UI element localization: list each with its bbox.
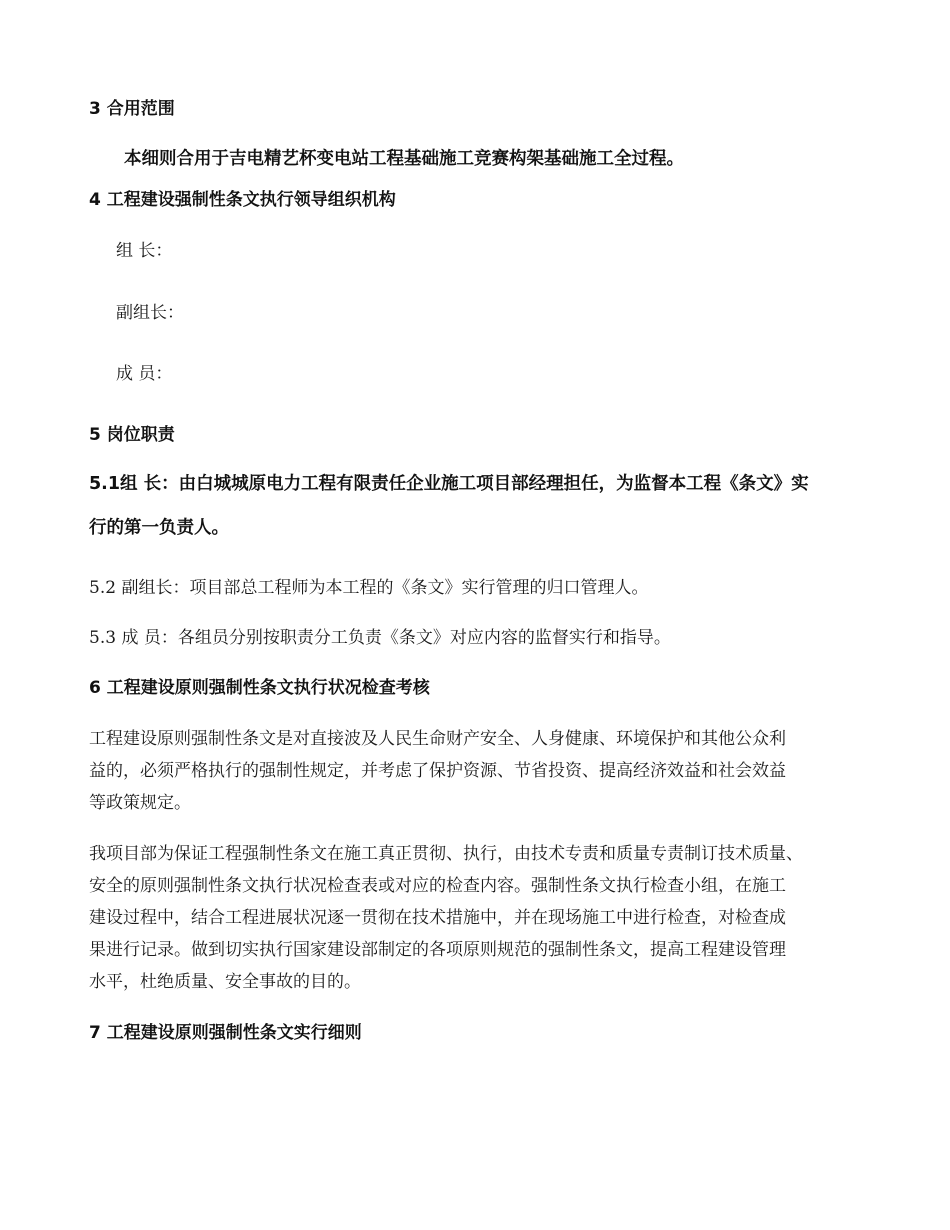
section-6-para2-line: 水平，杜绝质量、安全事故的目的。 [89, 972, 361, 992]
section-6-para1-line: 等政策规定。 [89, 793, 191, 813]
section-6-heading: 6 工程建设原则强制性条文执行状况检查考核 [89, 678, 430, 698]
duty-5-1-line2: 行的第一负责人。 [89, 518, 229, 538]
section-6-para1-line: 工程建设原则强制性条文是对直接波及人民生命财产安全、人身健康、环境保护和其他公众利 [89, 729, 786, 749]
section-3-body: 本细则合用于吉电精艺杯变电站工程基础施工竞赛构架基础施工全过程。 [124, 149, 684, 169]
section-6-para2-line: 建设过程中，结合工程进展状况逐一贯彻在技术措施中，并在现场施工中进行检查，对检查成 [89, 908, 786, 928]
deputy-leader-label: 副组长： [116, 303, 184, 323]
section-7-heading: 7 工程建设原则强制性条文实行细则 [89, 1023, 362, 1043]
section-4-heading: 4 工程建设强制性条文执行领导组织机构 [89, 190, 396, 210]
section-6-para2-line: 安全的原则强制性条文执行状况检查表或对应的检查内容。强制性条文执行检查小组，在施工 [89, 876, 786, 896]
section-3-heading: 3 合用范围 [89, 99, 175, 119]
section-6-para1-line: 益的，必须严格执行的强制性规定，并考虑了保护资源、节省投资、提高经济效益和社会效益 [89, 761, 786, 781]
group-leader-label: 组 长： [116, 241, 173, 261]
members-label: 成 员： [116, 364, 173, 384]
duty-5-1-line1: 5.1组 长：由白城城原电力工程有限责任企业施工项目部经理担任，为监督本工程《条文》实 [89, 474, 809, 494]
section-5-heading: 5 岗位职责 [89, 425, 175, 445]
duty-5-3: 5.3 成 员：各组员分别按职责分工负责《条文》对应内容的监督实行和指导。 [89, 628, 671, 648]
section-6-para2-line: 果进行记录。做到切实执行国家建设部制定的各项原则规范的强制性条文，提高工程建设管理 [89, 940, 786, 960]
section-6-para2-line: 我项目部为保证工程强制性条文在施工真正贯彻、执行，由技术专责和质量专责制订技术质量、 [89, 844, 803, 864]
duty-5-2: 5.2 副组长：项目部总工程师为本工程的《条文》实行管理的归口管理人。 [89, 578, 649, 598]
